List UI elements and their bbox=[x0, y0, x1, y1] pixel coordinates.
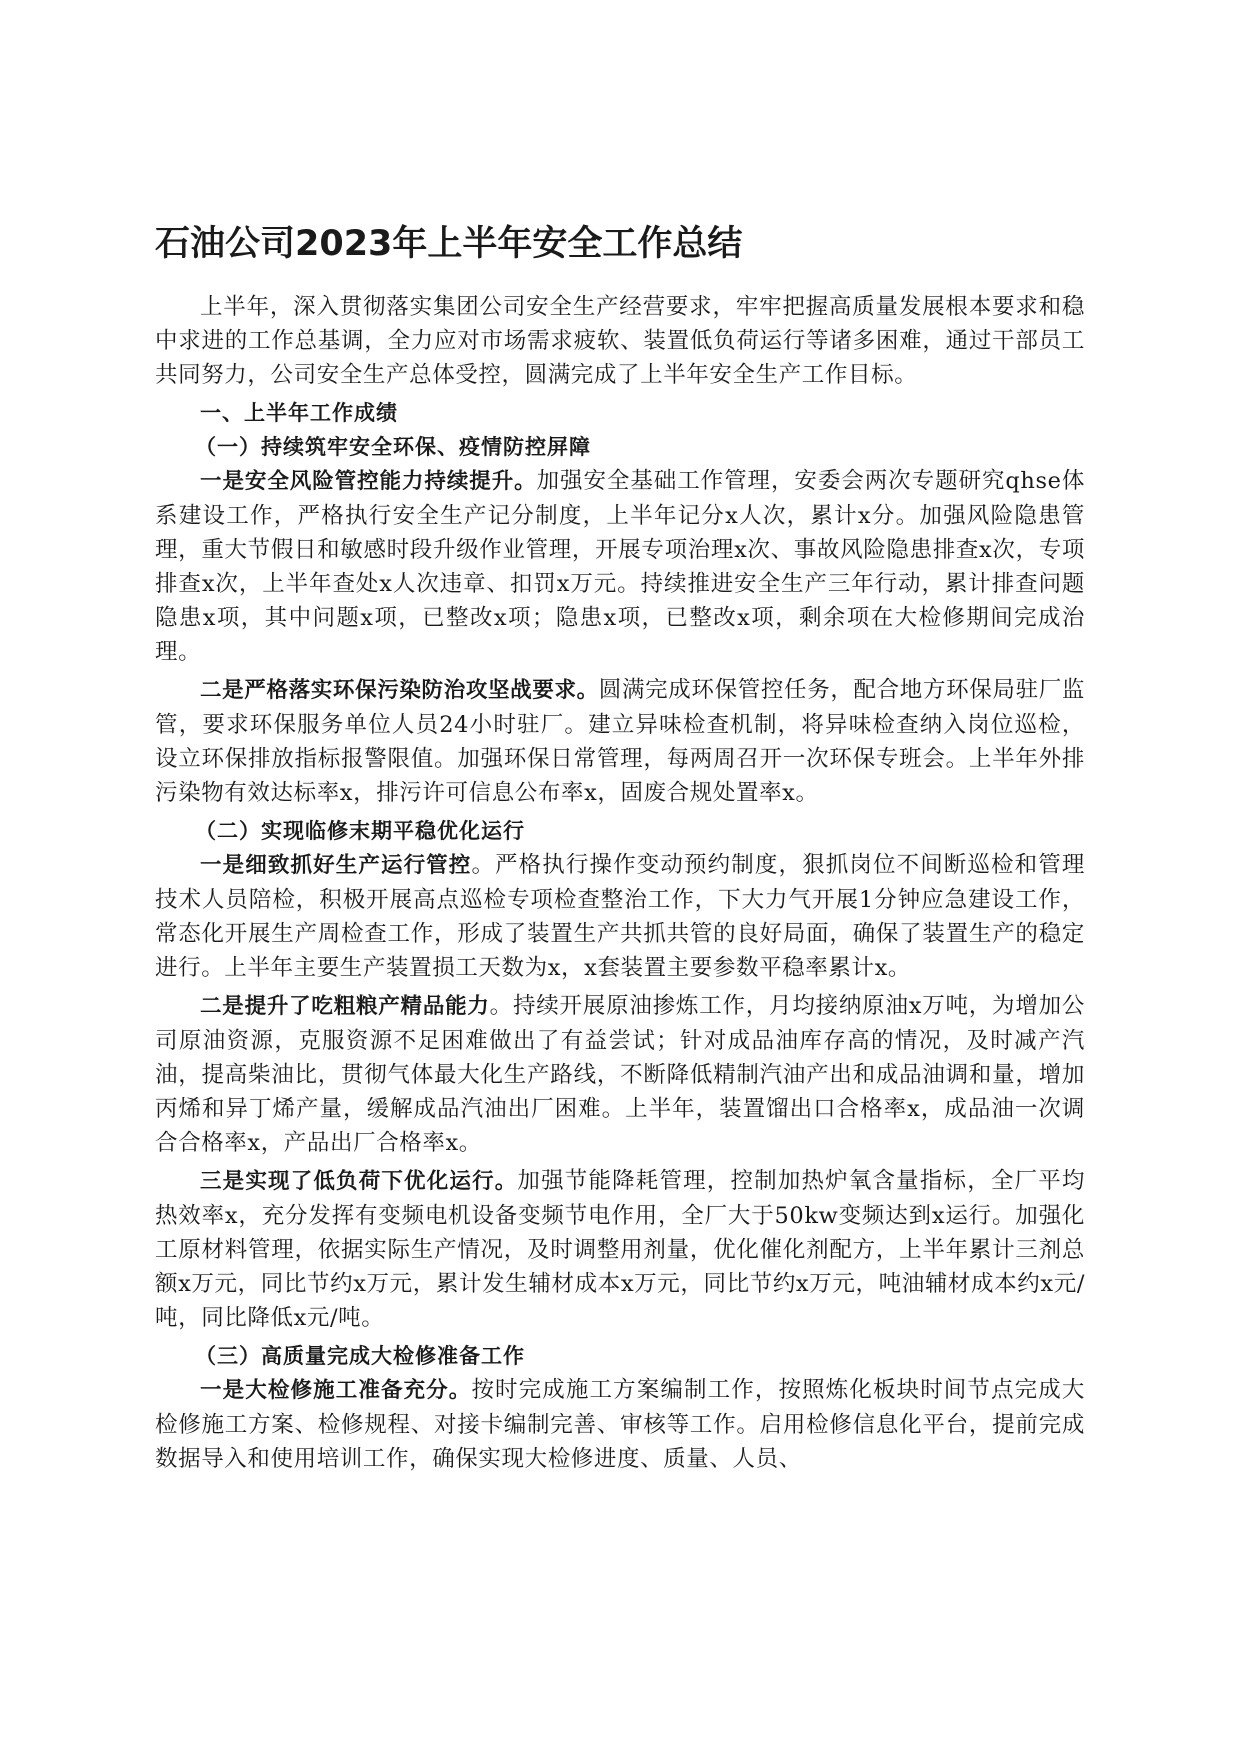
intro-paragraph: 上半年，深入贯彻落实集团公司安全生产经营要求，牢牢把握高质量发展根本要求和稳中求进的工作总基调，全力应对市场需求疲软、装置低负荷运行等诸多困难，通过干部员工共同努力，公司安全生产总体受控，圆满完成了上半年安全生产工作目标。 bbox=[155, 294, 1085, 388]
body-paragraph bbox=[155, 848, 1085, 985]
paragraph-body: 按时完成施工方案编制工作，按照炼化板块时间节点完成大检修施工方案、检修规程、对接卡编制完善、审核等工作。启用检修信息化平台，提前完成数据导入和使用培训工作，确保实现大检修进度、质量、人员、 bbox=[155, 1377, 1086, 1472]
paragraph-lead: 二是严格落实环保污染防治攻坚战要求。 bbox=[200, 678, 599, 703]
body-paragraph bbox=[155, 464, 1085, 669]
paragraph-lead: 三是实现了低负荷下优化运行。 bbox=[200, 1169, 518, 1194]
subsection-heading: （二）实现临修末期平稳优化运行 bbox=[195, 819, 525, 843]
paragraph-body: 圆满完成环保管控任务，配合地方环保局驻厂监管，要求环保服务单位人员24小时驻厂。建立异味检查机制，将异味检查纳入岗位巡检，设立环保排放指标报警限值。加强环保日常管理，每两周召开一次环保专班会。上半年外排污染物有效达标率x，排污许可信息公布率x，固废合规处置率x。 bbox=[155, 677, 1085, 806]
paragraph-lead: 一是大检修施工准备充分。 bbox=[200, 1378, 472, 1403]
body-paragraph bbox=[155, 1373, 1085, 1476]
paragraph-lead: 一是安全风险管控能力持续提升。 bbox=[200, 469, 537, 494]
paragraph-body: 加强安全基础工作管理，安委会两次专题研究qhse体系建设工作，严格执行安全生产记分制度，上半年记分x人次，累计x分。加强风险隐患管理，重大节假日和敏感时段升级作业管理，开展专项治理x次、事故风险隐患排查x次，专项排查x次，上半年查处x人次违章、扣罚x万元。持续推进安全生产三年行动，累计排查问题隐患x项，其中问题x项，已整改x项；隐患x项，已整改x项，剩余项在大检修期间完成治理。 bbox=[155, 468, 1085, 665]
subsection-heading: （一）持续筑牢安全环保、疫情防控屏障 bbox=[195, 435, 591, 459]
paragraph-body: 。持续开展原油掺炼工作，月均接纳原油x万吨，为增加公司原油资源，克服资源不足困难做出了有益尝试；针对成品油库存高的情况，及时减产汽油，提高柴油比，贯彻气体最大化生产路线，不断降低精制汽油产出和成品油调和量，增加丙烯和异丁烯产量，缓解成品汽油出厂困难。上半年，装置馏出口合格率x，成品油一次调合合格率x，产品出厂合格率x。 bbox=[155, 993, 1085, 1156]
body-paragraph bbox=[155, 673, 1085, 810]
document-page bbox=[155, 222, 1085, 1480]
paragraph-lead: 二是提升了吃粗粮产精品能力 bbox=[200, 994, 490, 1019]
body-paragraph bbox=[155, 1164, 1085, 1335]
body-paragraph bbox=[155, 989, 1085, 1160]
paragraph-body: 。严格执行操作变动预约制度，狠抓岗位不间断巡检和管理技术人员陪检，积极开展高点巡检专项检查整治工作，下大力气开展1分钟应急建设工作，常态化开展生产周检查工作，形成了装置生产共抓共管的良好局面，确保了装置生产的稳定进行。上半年主要生产装置损工天数为x，x套装置主要参数平稳率累计x。 bbox=[155, 852, 1086, 981]
document-title: 石油公司2023年上半年安全工作总结 bbox=[155, 224, 743, 264]
subsection-heading: （三）高质量完成大检修准备工作 bbox=[195, 1344, 525, 1368]
paragraph-lead: 一是细致抓好生产运行管控 bbox=[200, 853, 472, 878]
paragraph-body: 加强节能降耗管理，控制加热炉氧含量指标，全厂平均热效率x，充分发挥有变频电机设备变频节电作用，全厂大于50kw变频达到x运行。加强化工原材料管理，依据实际生产情况，及时调整用剂量，优化催化剂配方，上半年累计三剂总额x万元，同比节约x万元，累计发生辅材成本x万元，同比节约x万元，吨油辅材成本约x元/吨，同比降低x元/吨。 bbox=[155, 1168, 1085, 1331]
section-heading: 一、上半年工作成绩 bbox=[200, 401, 398, 425]
